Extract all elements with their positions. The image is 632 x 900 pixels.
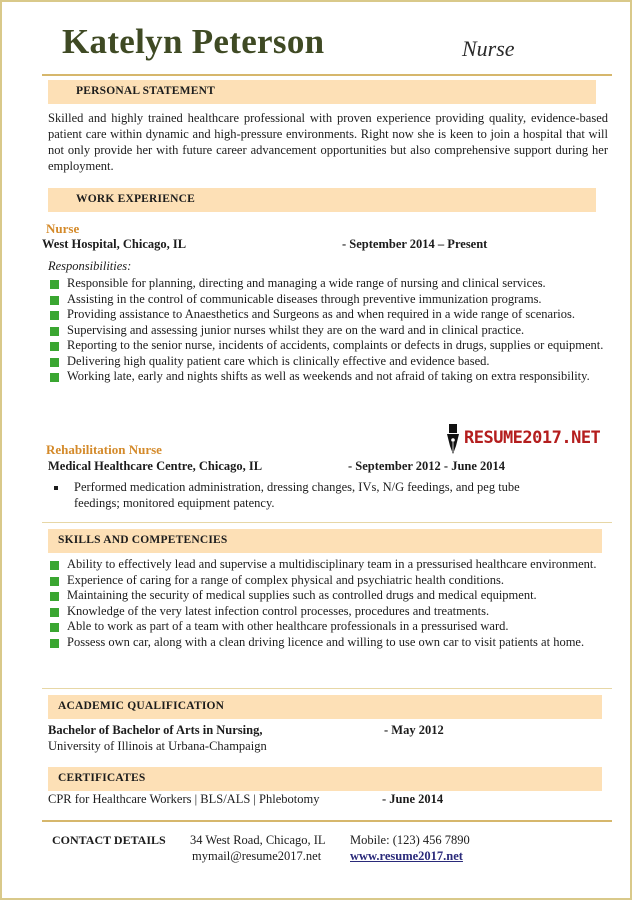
footer-rule: [42, 820, 612, 822]
responsibilities-label: Responsibilities:: [48, 259, 132, 273]
section-heading: WORK EXPERIENCE: [76, 193, 195, 205]
candidate-name: Katelyn Peterson: [62, 22, 325, 61]
list-item: Providing assistance to Anaesthetics and Surgeons as and when required in a wide range of scenarios.: [48, 307, 608, 323]
list-item: Experience of caring for a range of complex physical and psychiatric health conditions.: [48, 573, 608, 589]
contact-mobile: Mobile: (123) 456 7890: [350, 833, 470, 847]
contact-address: 34 West Road, Chicago, IL: [190, 833, 326, 847]
contact-heading: CONTACT DETAILS: [52, 833, 166, 847]
website-link[interactable]: www.resume2017.net: [350, 849, 463, 863]
section-work-experience: [48, 188, 596, 212]
section-rule: [42, 688, 612, 689]
section-certificates: [48, 767, 602, 791]
section-heading: SKILLS AND COMPETENCIES: [58, 534, 228, 546]
list-item: Ability to effectively lead and supervise a multidisciplinary team in a pressurised healthcare environment.: [48, 557, 608, 573]
list-item: Responsible for planning, directing and managing a wide range of nursing and clinical services.: [48, 276, 608, 292]
job-title: Nurse: [46, 221, 80, 236]
list-item: Maintaining the security of medical supplies such as controlled drugs and medical equipment.: [48, 588, 608, 604]
certificates-text: CPR for Healthcare Workers | BLS/ALS | Phlebotomy: [48, 792, 320, 806]
skills-list: [48, 557, 608, 650]
candidate-role: Nurse: [462, 36, 515, 61]
school-name: University of Illinois at Urbana-Champaign: [48, 739, 267, 753]
section-personal-statement: [48, 80, 596, 104]
header-rule: [42, 74, 612, 76]
fountain-pen-icon: [444, 424, 462, 456]
list-item: Supervising and assessing junior nurses whilst they are on the ward and in clinical practice.: [48, 323, 608, 339]
section-heading: CERTIFICATES: [58, 772, 146, 784]
job-title: Rehabilitation Nurse: [46, 442, 162, 457]
list-item: Working late, early and nights shifts as well as weekends and not afraid of taking on extra responsibility.: [48, 369, 608, 385]
section-heading: ACADEMIC QUALIFICATION: [58, 700, 225, 712]
resume-header: [2, 2, 630, 76]
job-dates: - September 2014 – Present: [342, 237, 488, 251]
degree-date: - May 2012: [384, 723, 444, 737]
watermark-logo: [442, 424, 612, 458]
section-academic: [48, 695, 602, 719]
job-responsibilities: [48, 480, 558, 511]
job-employer: West Hospital, Chicago, IL: [42, 237, 187, 251]
job-dates: - September 2012 - June 2014: [348, 459, 506, 473]
list-item: Reporting to the senior nurse, incidents of accidents, complaints or defects in drugs, supplies or equipment.: [48, 338, 608, 354]
section-heading: PERSONAL STATEMENT: [76, 85, 215, 97]
section-rule: [42, 522, 612, 523]
list-item: Able to work as part of a team with other healthcare professionals in a pressurised ward.: [48, 619, 608, 635]
contact-email: mymail@resume2017.net: [192, 849, 322, 863]
degree-title: Bachelor of Bachelor of Arts in Nursing,: [48, 723, 263, 737]
list-item: Assisting in the control of communicable diseases through preventive immunization programs.: [48, 292, 608, 308]
list-item: Delivering high quality patient care which is clinically effective and evidence based.: [48, 354, 608, 370]
job-employer: Medical Healthcare Centre, Chicago, IL: [48, 459, 263, 473]
certificates-date: - June 2014: [382, 792, 444, 806]
personal-statement-text: Skilled and highly trained healthcare professional with proven experience providing quality, evidence-based patient care within dynamic and high-pressure environments. Right now she is keen to join a hospital that will not only provide her with future career advancement opportunities but also comprehensive support during her employment.: [48, 111, 608, 173]
job-responsibilities: [48, 276, 608, 385]
list-item: Performed medication administration, dressing changes, IVs, N/G feedings, and peg tube feedings; monitored equipment patency.: [48, 480, 558, 511]
watermark-text: RESUME2017.NET: [464, 428, 601, 448]
list-item: Knowledge of the very latest infection control processes, procedures and treatments.: [48, 604, 608, 620]
section-skills: [48, 529, 602, 553]
list-item: Possess own car, along with a clean driving licence and willing to use own car to visit patients at home.: [48, 635, 608, 651]
